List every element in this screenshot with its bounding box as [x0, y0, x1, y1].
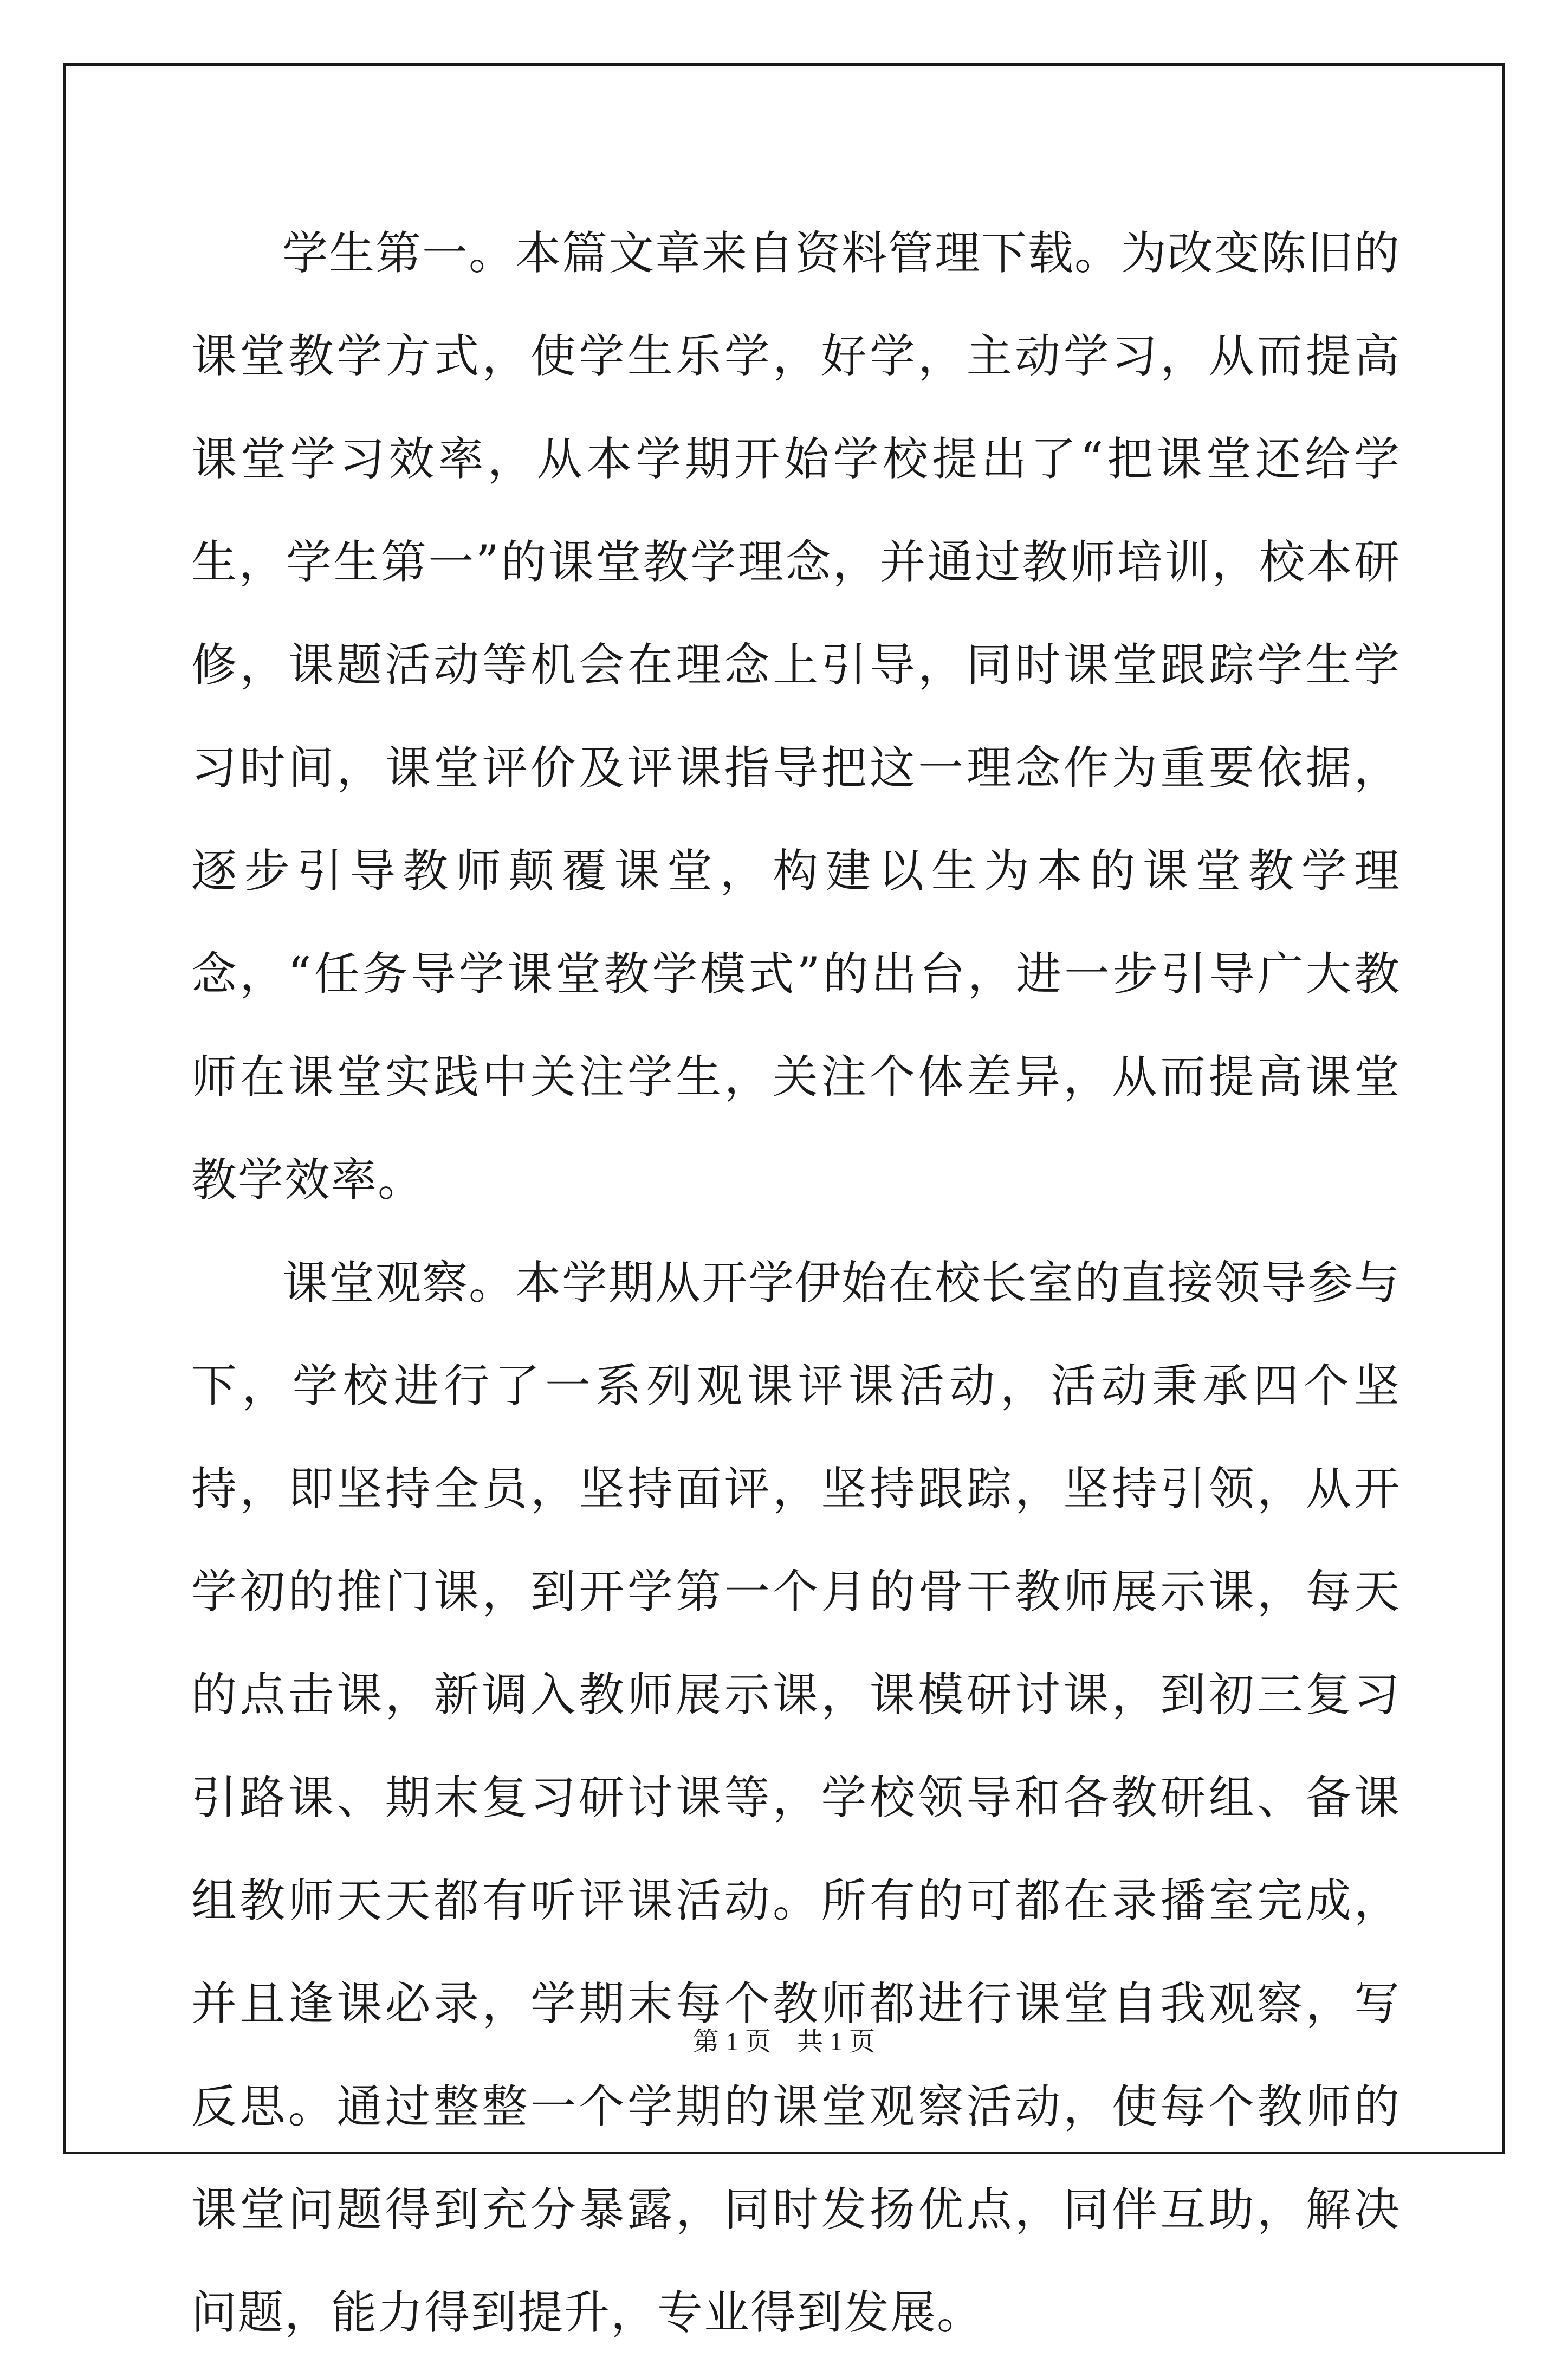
paragraph-classroom-observation: 课堂观察。本学期从开学伊始在校长室的直接领导参与下，学校进行了一系列观课评课活动，活动秉承四个坚持，即坚持全员，坚持面评，坚持跟踪，坚持引领，从开学初的推门课，到开学第一个月的骨干教师展示课，每天的点击课，新调入教师展示课，课模研讨课，到初三复习引路课、期末复习研讨课等，学校领导和各教研组、备课组教师天天都有听评课活动。所有的可都在录播室完成，并且逢课必录，学期末每个教师都进行课堂自我观察，写反思。通过整整一个学期的课堂观察活动，使每个教师的课堂问题得到充分暴露，同时发扬优点，同伴互助，解决问题，能力得到提升，专业得到发展。 — [191, 1256, 1401, 2339]
page-number: 第 1 页 共 1 页 — [692, 2027, 875, 2056]
paragraph-student-first: 学生第一。本篇文章来自资料管理下载。为改变陈旧的课堂教学方式，使学生乐学，好学，主动学习，从而提高课堂学习效率，从本学期开始学校提出了“把课堂还给学生，学生第一”的课堂教学理念，并通过教师培训，校本研修，课题活动等机会在理念上引导，同时课堂跟踪学生学习时间，课堂评价及评课指导把这一理念作为重要依据，逐步引导教师颠覆课堂，构建以生为本的课堂教学理念，“任务导学课堂教学模式”的出台，进一步引导广大教师在课堂实践中关注学生，关注个体差异，从而提高课堂教学效率。 — [191, 227, 1401, 1206]
